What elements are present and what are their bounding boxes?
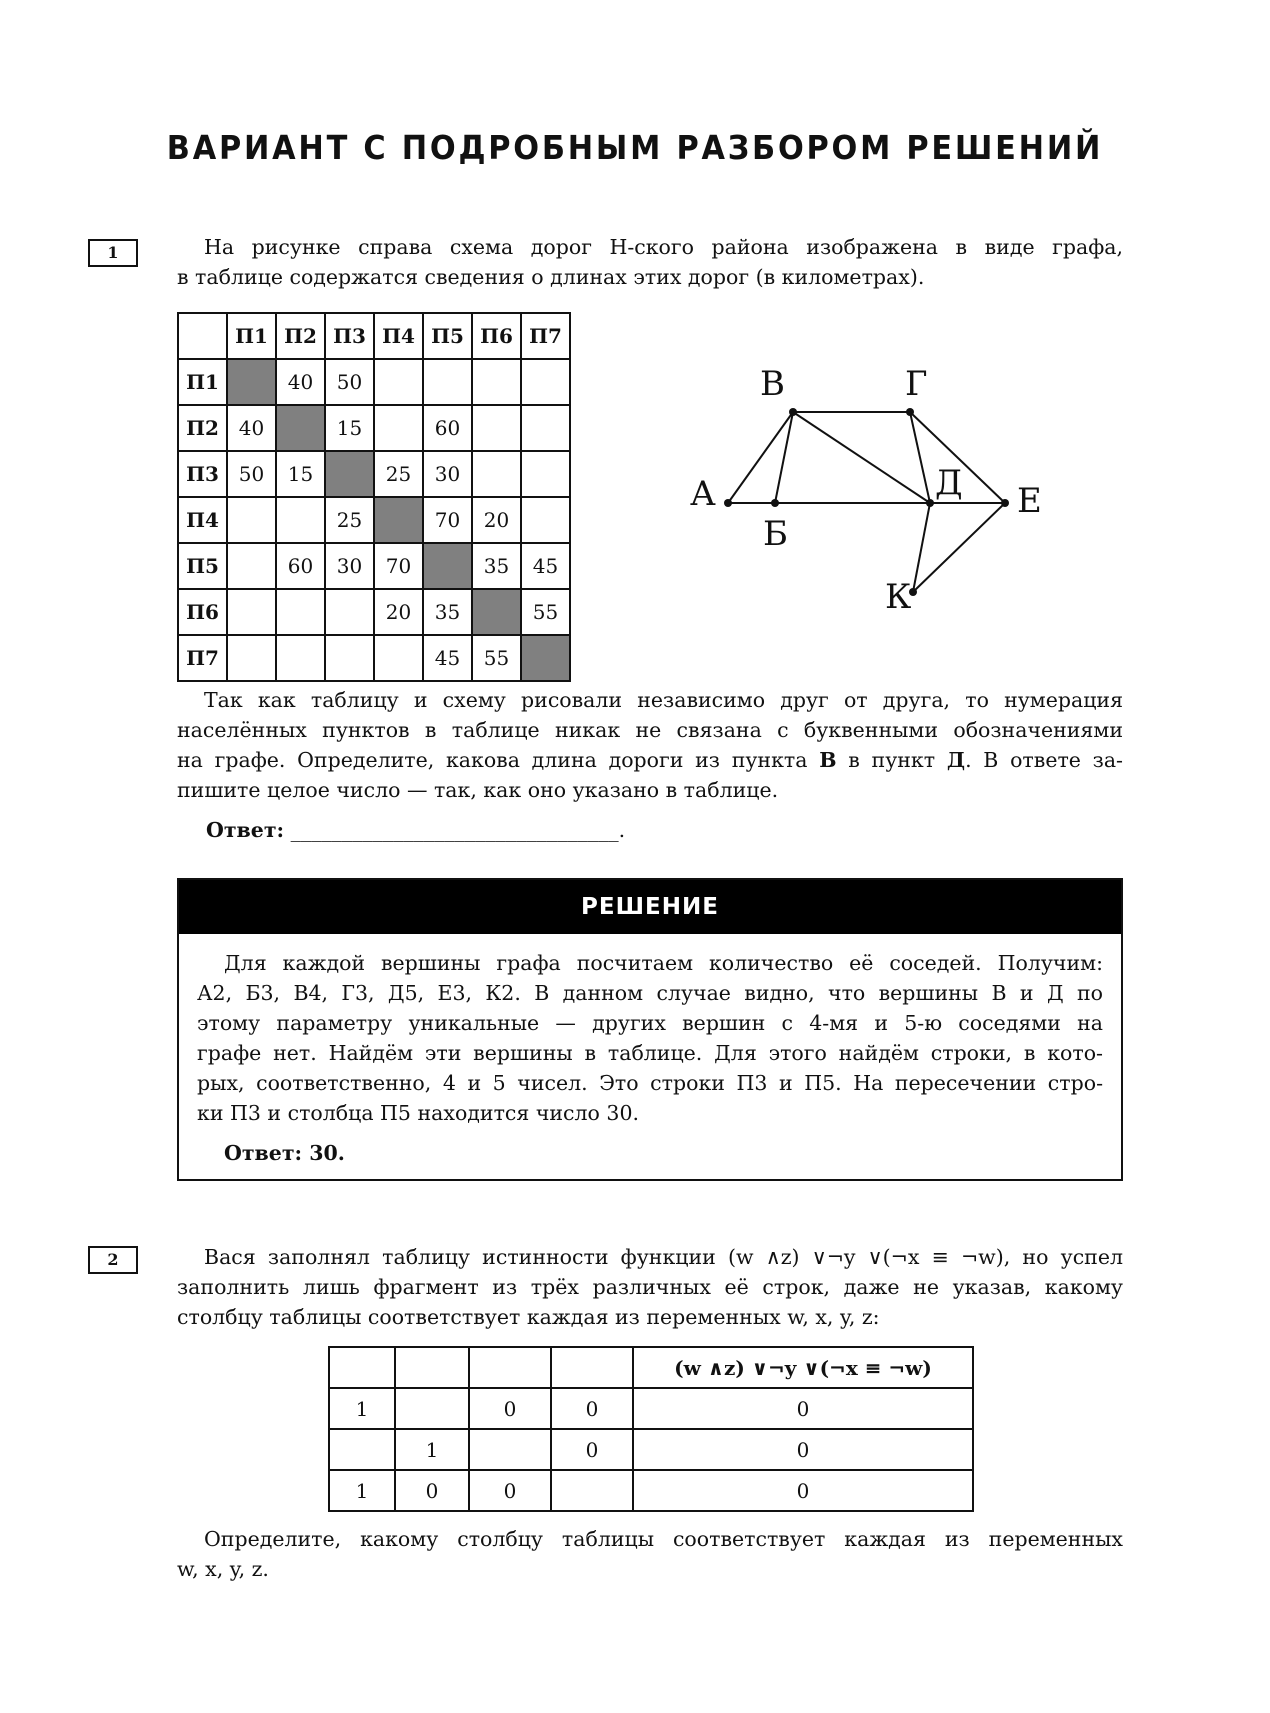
- truth-table-header-row: [329, 1347, 973, 1388]
- distance-cell: [325, 589, 374, 635]
- variable-value-cell: [551, 1470, 633, 1511]
- distance-cell: [472, 359, 521, 405]
- distance-cell: 70: [423, 497, 472, 543]
- edge-g-d: [910, 412, 930, 503]
- variable-value-cell: [469, 1429, 551, 1470]
- row-header: П1: [178, 359, 227, 405]
- solution-line-1: Для каждой вершины графа посчитаем количество её соседей. Получим:: [224, 951, 1103, 975]
- point-d: Д: [946, 748, 966, 772]
- task2-intro-line-2: заполнить лишь фрагмент из трёх различных её строк, даже не указав, какому: [177, 1275, 1123, 1299]
- distance-cell: 20: [472, 497, 521, 543]
- distance-cell: [227, 497, 276, 543]
- distance-table-row: [178, 405, 570, 451]
- truth-table-row: [329, 1429, 973, 1470]
- distance-cell: 30: [423, 451, 472, 497]
- solution-body: [179, 934, 1121, 1168]
- distance-cell: 55: [472, 635, 521, 681]
- distance-table-row: [178, 497, 570, 543]
- distance-cell: 60: [276, 543, 325, 589]
- task1-intro-line-2: в таблице содержатся сведения о длинах этих дорог (в километрах).: [177, 265, 925, 289]
- diagonal-cell: [423, 543, 472, 589]
- distance-cell: 45: [521, 543, 570, 589]
- distance-table: [177, 312, 571, 682]
- variable-value-cell: 0: [395, 1470, 469, 1511]
- distance-table-row: [178, 451, 570, 497]
- variable-value-cell: 1: [329, 1470, 395, 1511]
- distance-cell: [374, 359, 423, 405]
- function-value-cell: 0: [633, 1470, 973, 1511]
- column-header: П4: [374, 313, 423, 359]
- answer-label: Ответ:: [206, 818, 285, 842]
- variable-value-cell: [395, 1388, 469, 1429]
- variable-value-cell: 1: [395, 1429, 469, 1470]
- vertex-label-g: Г: [905, 364, 928, 404]
- vertex-a: [724, 499, 732, 507]
- task-number-2: 2: [88, 1246, 138, 1274]
- variable-column-header: [469, 1347, 551, 1388]
- distance-table-row: [178, 635, 570, 681]
- task1-intro: [177, 232, 1123, 292]
- column-header: П2: [276, 313, 325, 359]
- row-header: П4: [178, 497, 227, 543]
- distance-table-corner: [178, 313, 227, 359]
- graph-edges: [728, 412, 1005, 592]
- distance-cell: 15: [276, 451, 325, 497]
- distance-table-row: [178, 359, 570, 405]
- vertex-v: [789, 408, 797, 416]
- row-header: П6: [178, 589, 227, 635]
- solution-header: РЕШЕНИЕ: [179, 880, 1121, 934]
- distance-cell: [423, 359, 472, 405]
- task2-question: [177, 1524, 1123, 1584]
- answer-blank[interactable]: ________________________________.: [290, 818, 626, 842]
- distance-cell: [227, 635, 276, 681]
- task1-answer-line: [206, 818, 625, 842]
- road-graph: [690, 360, 1060, 620]
- variable-column-header: [329, 1347, 395, 1388]
- point-v: В: [819, 748, 837, 772]
- distance-cell: [276, 635, 325, 681]
- diagonal-cell: [521, 635, 570, 681]
- distance-cell: 60: [423, 405, 472, 451]
- task2-intro: [177, 1242, 1123, 1332]
- solution-line-5: рых, соответственно, 4 и 5 чисел. Это строки П3 и П5. На пересечении стро-: [197, 1071, 1103, 1095]
- task1-question-line-4: пишите целое число — так, как оно указано в таблице.: [177, 778, 779, 802]
- vertex-label-a: А: [690, 474, 716, 514]
- distance-cell: 50: [227, 451, 276, 497]
- solution-box: [177, 878, 1123, 1181]
- column-header: П3: [325, 313, 374, 359]
- function-value-cell: 0: [633, 1429, 973, 1470]
- task2-question-line-1: Определите, какому столбцу таблицы соответствует каждая из переменных: [204, 1527, 1123, 1551]
- solution-answer: Ответ: 30.: [224, 1141, 345, 1165]
- page-title: ВАРИАНТ С ПОДРОБНЫМ РАЗБОРОМ РЕШЕНИЙ: [166, 128, 1104, 167]
- diagonal-cell: [325, 451, 374, 497]
- variable-column-header: [551, 1347, 633, 1388]
- distance-cell: 40: [227, 405, 276, 451]
- function-header: (w ∧z) ∨¬y ∨(¬x ≡ ¬w): [633, 1347, 973, 1388]
- distance-cell: 30: [325, 543, 374, 589]
- vertex-label-d: Д: [935, 463, 963, 503]
- distance-cell: 45: [423, 635, 472, 681]
- distance-cell: [276, 497, 325, 543]
- distance-cell: 20: [374, 589, 423, 635]
- distance-cell: [227, 543, 276, 589]
- distance-cell: [521, 451, 570, 497]
- distance-cell: [325, 635, 374, 681]
- variable-value-cell: 0: [469, 1470, 551, 1511]
- distance-cell: 35: [423, 589, 472, 635]
- vertex-g: [906, 408, 914, 416]
- vertex-label-k: К: [885, 577, 912, 617]
- variable-value-cell: 0: [551, 1429, 633, 1470]
- row-header: П2: [178, 405, 227, 451]
- distance-cell: 70: [374, 543, 423, 589]
- distance-cell: [374, 635, 423, 681]
- vertex-label-b: Б: [763, 514, 788, 554]
- distance-cell: 25: [325, 497, 374, 543]
- distance-table-row: [178, 589, 570, 635]
- row-header: П3: [178, 451, 227, 497]
- diagonal-cell: [276, 405, 325, 451]
- distance-cell: [472, 405, 521, 451]
- truth-table-row: [329, 1470, 973, 1511]
- solution-line-2: А2, Б3, В4, Г3, Д5, Е3, К2. В данном случае видно, что вершины В и Д по: [197, 981, 1103, 1005]
- diagonal-cell: [227, 359, 276, 405]
- distance-cell: [227, 589, 276, 635]
- variable-value-cell: 0: [469, 1388, 551, 1429]
- task1-intro-line-1: На рисунке справа схема дорог Н-ского района изображена в виде графа,: [204, 235, 1123, 259]
- q-text-c: . В ответе за-: [965, 748, 1123, 772]
- column-header: П1: [227, 313, 276, 359]
- vertex-d: [926, 499, 934, 507]
- truth-table-row: [329, 1388, 973, 1429]
- edge-v-d: [793, 412, 930, 503]
- distance-table-row: [178, 543, 570, 589]
- task1-question-line-3: [177, 745, 1123, 775]
- function-value-cell: 0: [633, 1388, 973, 1429]
- truth-table: [328, 1346, 974, 1512]
- vertex-label-v: В: [760, 364, 785, 404]
- vertex-label-e: Е: [1017, 481, 1042, 521]
- distance-cell: 35: [472, 543, 521, 589]
- variable-value-cell: [329, 1429, 395, 1470]
- distance-cell: [472, 451, 521, 497]
- column-header: П6: [472, 313, 521, 359]
- task2-question-line-2: w, x, y, z.: [177, 1557, 269, 1581]
- vertex-b: [771, 499, 779, 507]
- vertex-e: [1001, 499, 1009, 507]
- variable-value-cell: 0: [551, 1388, 633, 1429]
- distance-cell: [521, 497, 570, 543]
- task1-question: [177, 685, 1123, 805]
- variable-value-cell: 1: [329, 1388, 395, 1429]
- task1-question-line-2: населённых пунктов в таблице никак не связана с буквенными обозначениями: [177, 718, 1123, 742]
- distance-cell: [521, 359, 570, 405]
- solution-line-6: ки П3 и столбца П5 находится число 30.: [197, 1101, 640, 1125]
- column-header: П7: [521, 313, 570, 359]
- task-number-1: 1: [88, 239, 138, 267]
- task2-intro-line-1: Вася заполнял таблицу истинности функции (w ∧z) ∨¬y ∨(¬x ≡ ¬w), но успел: [204, 1245, 1123, 1269]
- diagonal-cell: [374, 497, 423, 543]
- column-header: П5: [423, 313, 472, 359]
- solution-line-4: графе нет. Найдём эти вершины в таблице. Для этого найдём строки, в кото-: [197, 1041, 1103, 1065]
- row-header: П5: [178, 543, 227, 589]
- variable-column-header: [395, 1347, 469, 1388]
- distance-cell: [276, 589, 325, 635]
- distance-cell: [374, 405, 423, 451]
- task2-intro-line-3: столбцу таблицы соответствует каждая из переменных w, x, y, z:: [177, 1305, 880, 1329]
- solution-line-3: этому параметру уникальные — других вершин с 4-мя и 5-ю соседями на: [197, 1011, 1103, 1035]
- task1-question-line-1: Так как таблицу и схему рисовали независимо друг от друга, то нумерация: [204, 688, 1123, 712]
- distance-cell: 40: [276, 359, 325, 405]
- distance-cell: 15: [325, 405, 374, 451]
- distance-cell: [521, 405, 570, 451]
- q-text-a: на графе. Определите, какова длина дороги из пункта: [177, 748, 808, 772]
- distance-cell: 55: [521, 589, 570, 635]
- row-header: П7: [178, 635, 227, 681]
- distance-cell: 50: [325, 359, 374, 405]
- diagonal-cell: [472, 589, 521, 635]
- q-text-b: в пункт: [848, 748, 936, 772]
- distance-table-header-row: [178, 313, 570, 359]
- distance-cell: 25: [374, 451, 423, 497]
